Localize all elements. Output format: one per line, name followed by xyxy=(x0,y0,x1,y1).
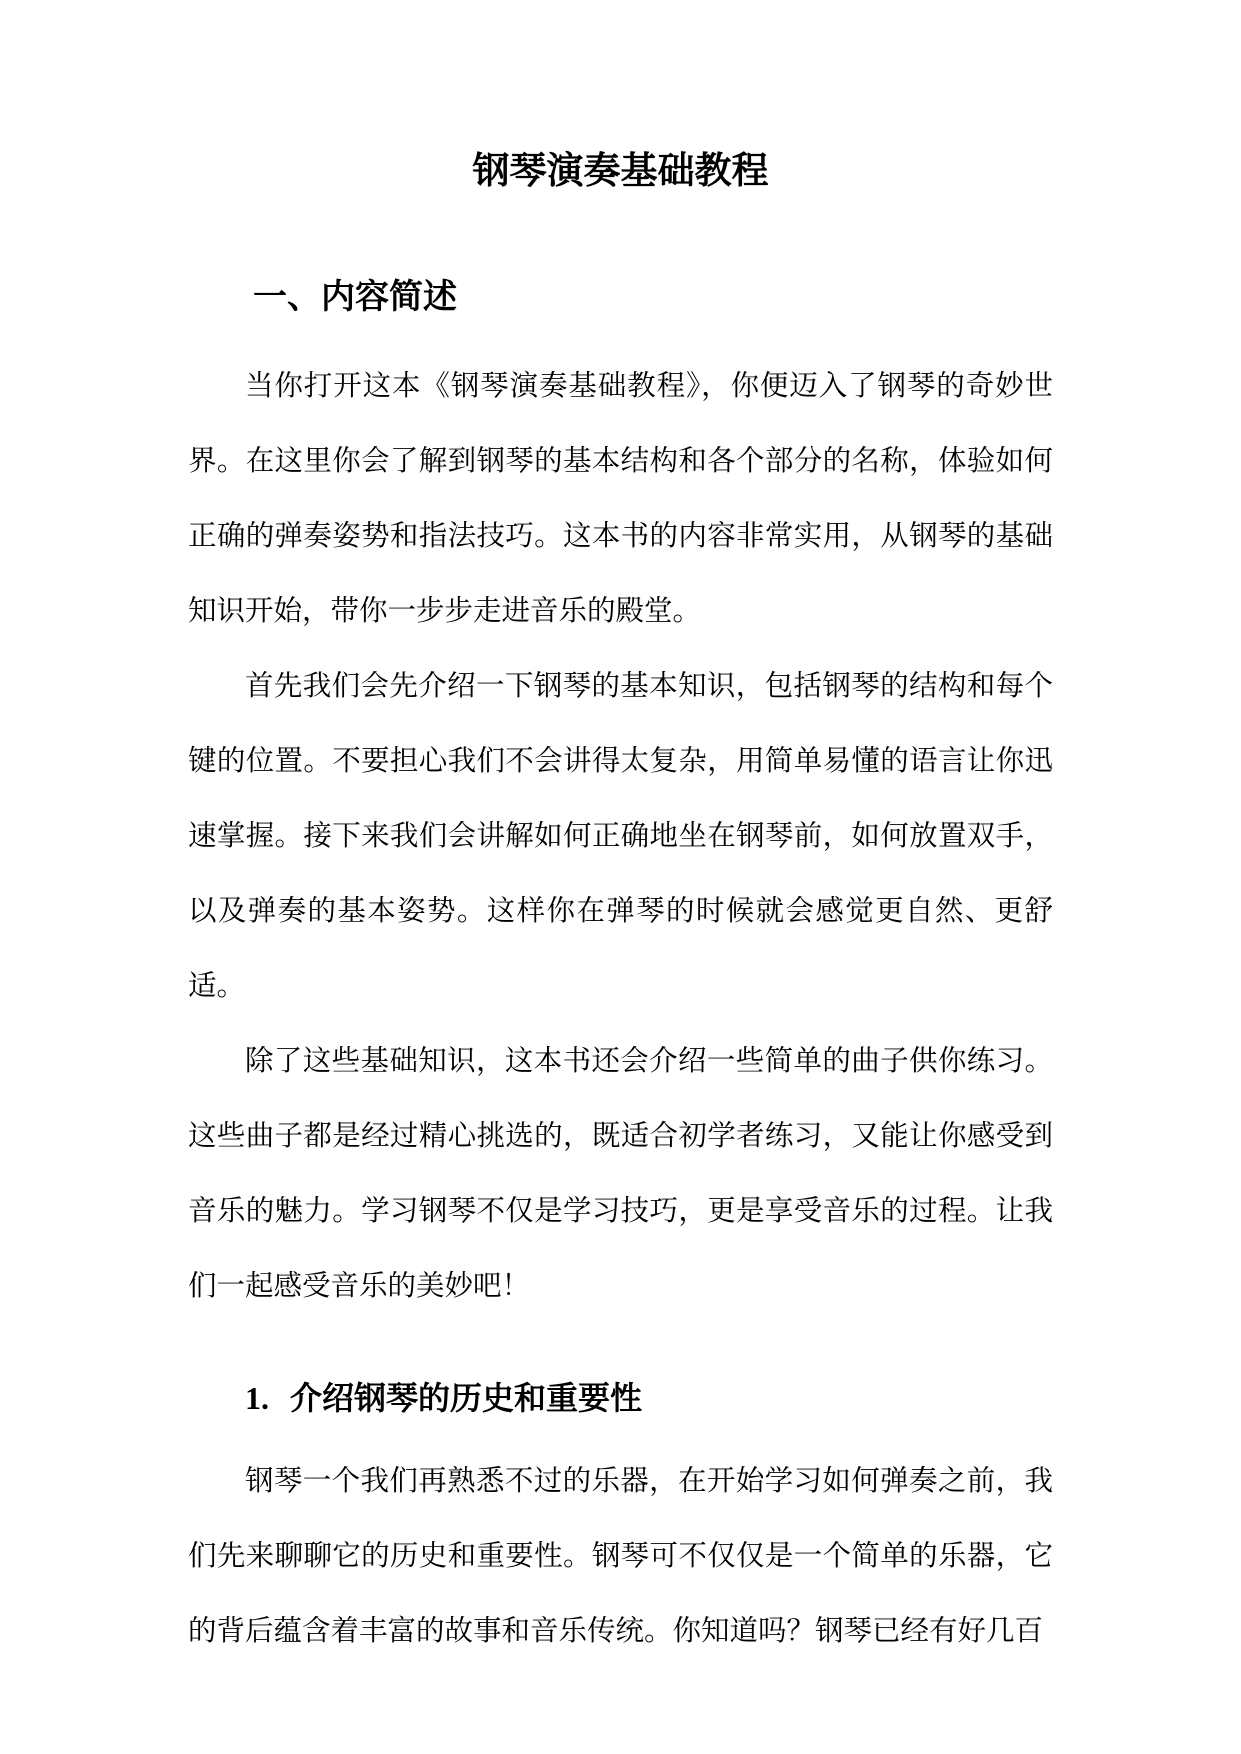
section-heading: 一、内容简述 xyxy=(253,279,457,317)
paragraph-intro-2: 首先我们会先介绍一下钢琴的基本知识，包括钢琴的结构和每个键的位置。不要担心我们不会讲得太复杂，用简单易懂的语言让你迅速掌握。接下来我们会讲解如何正确地坐在钢琴前，如何放置双手，以及弹奏的基本姿势。这样你在弹琴的时候就会感觉更自然、更舒适。 xyxy=(188,671,1053,1003)
paragraph-history-1: 钢琴一个我们再熟悉不过的乐器，在开始学习如何弹奏之前，我们先来聊聊它的历史和重要性。钢琴可不仅仅是一个简单的乐器，它的背后蕴含着丰富的故事和音乐传统。你知道吗？钢琴已经有好几百 xyxy=(188,1465,1053,1647)
paragraph-intro-3: 除了这些基础知识，这本书还会介绍一些简单的曲子供你练习。这些曲子都是经过精心挑选的，既适合初学者练习，又能让你感受到音乐的魅力。学习钢琴不仅是学习技巧，更是享受音乐的过程。让我们一起感受音乐的美妙吧！ xyxy=(188,1046,1053,1303)
subsection-title: 介绍钢琴的历史和重要性 xyxy=(290,1380,643,1417)
subsection-heading xyxy=(245,1379,1053,1417)
paragraph-intro-1: 当你打开这本《钢琴演奏基础教程》，你便迈入了钢琴的奇妙世界。在这里你会了解到钢琴的基本结构和各个部分的名称，体验如何正确的弹奏姿势和指法技巧。这本书的内容非常实用，从钢琴的基础知识开始，带你一步步走进音乐的殿堂。 xyxy=(188,371,1053,628)
subsection-number: 1. xyxy=(245,1380,269,1417)
document-title: 钢琴演奏基础教程 xyxy=(472,151,769,192)
